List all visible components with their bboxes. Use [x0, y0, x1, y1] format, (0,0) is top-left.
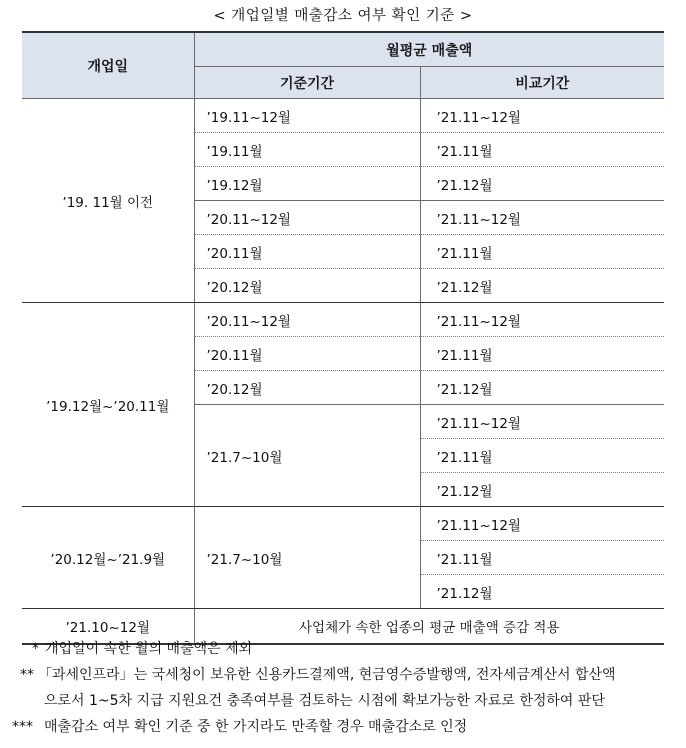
- header-open-date: 개업일: [22, 32, 194, 99]
- table-cell: ’20.11~12월: [194, 201, 420, 235]
- table-cell: ’20.12월: [194, 371, 420, 405]
- group1-label: ’19. 11월 이전: [22, 99, 194, 303]
- table-cell: ’20.11월: [194, 235, 420, 269]
- table-cell: ’19.12월: [194, 167, 420, 201]
- table-cell: ’21.11~12월: [420, 303, 664, 337]
- table-cell: ’21.11~12월: [420, 201, 664, 235]
- table-cell: ’21.12월: [420, 371, 664, 405]
- note1-mark: *: [32, 641, 39, 657]
- group4-text: 사업체가 속한 업종의 평균 매출액 증감 적용: [194, 609, 664, 645]
- note3: 매출감소 여부 확인 기준 중 한 가지라도 만족할 경우 매출감소로 인정: [44, 719, 468, 735]
- table-cell: ’19.11~12월: [194, 99, 420, 133]
- table-cell: ’21.11월: [420, 235, 664, 269]
- note2-line1: 「과세인프라」는 국세청이 보유한 신용카드결제액, 현금영수증발행액, 전자세금계산서 합산액: [38, 667, 616, 683]
- table-cell: ’20.12월: [194, 269, 420, 303]
- note3-mark: ***: [12, 719, 33, 735]
- note2-mark: **: [20, 667, 34, 683]
- group2-label: ’19.12월~’20.11월: [22, 303, 194, 507]
- table-cell: ’21.12월: [420, 167, 664, 201]
- table-cell: ’21.11월: [420, 439, 664, 473]
- table-cell: ’21.11월: [420, 541, 664, 575]
- group3-label: ’20.12월~’21.9월: [22, 507, 194, 609]
- table-cell: ’21.11월: [420, 133, 664, 167]
- note2-line2: 으로서 1~5차 지급 지원요건 충족여부를 검토하는 시점에 확보가능한 자료로 한정하여 판단: [44, 693, 605, 709]
- criteria-table: [22, 31, 664, 645]
- header-monthly-avg: 월평균 매출액: [194, 32, 664, 67]
- table-cell: ’21.11월: [420, 337, 664, 371]
- table-cell: ’21.11~12월: [420, 507, 664, 541]
- table-cell: ’21.7~10월: [194, 507, 420, 609]
- table-cell: ’21.12월: [420, 575, 664, 609]
- table-title: < 개업일별 매출감소 여부 확인 기준 >: [213, 8, 473, 24]
- header-compare-period: 비교기간: [420, 67, 664, 99]
- table-cell: ’21.12월: [420, 269, 664, 303]
- note1: 개업일이 속한 월의 매출액은 제외: [45, 641, 253, 657]
- table-cell: ’20.11~12월: [194, 303, 420, 337]
- table-cell: ’21.11~12월: [420, 99, 664, 133]
- group4-label: ’21.10~12월: [22, 609, 194, 645]
- header-base-period: 기준기간: [194, 67, 420, 99]
- table-cell: ’20.11월: [194, 337, 420, 371]
- table-cell: ’19.11월: [194, 133, 420, 167]
- table-cell: ’21.12월: [420, 473, 664, 507]
- table-cell: ’21.11~12월: [420, 405, 664, 439]
- table-cell: ’21.7~10월: [194, 405, 420, 507]
